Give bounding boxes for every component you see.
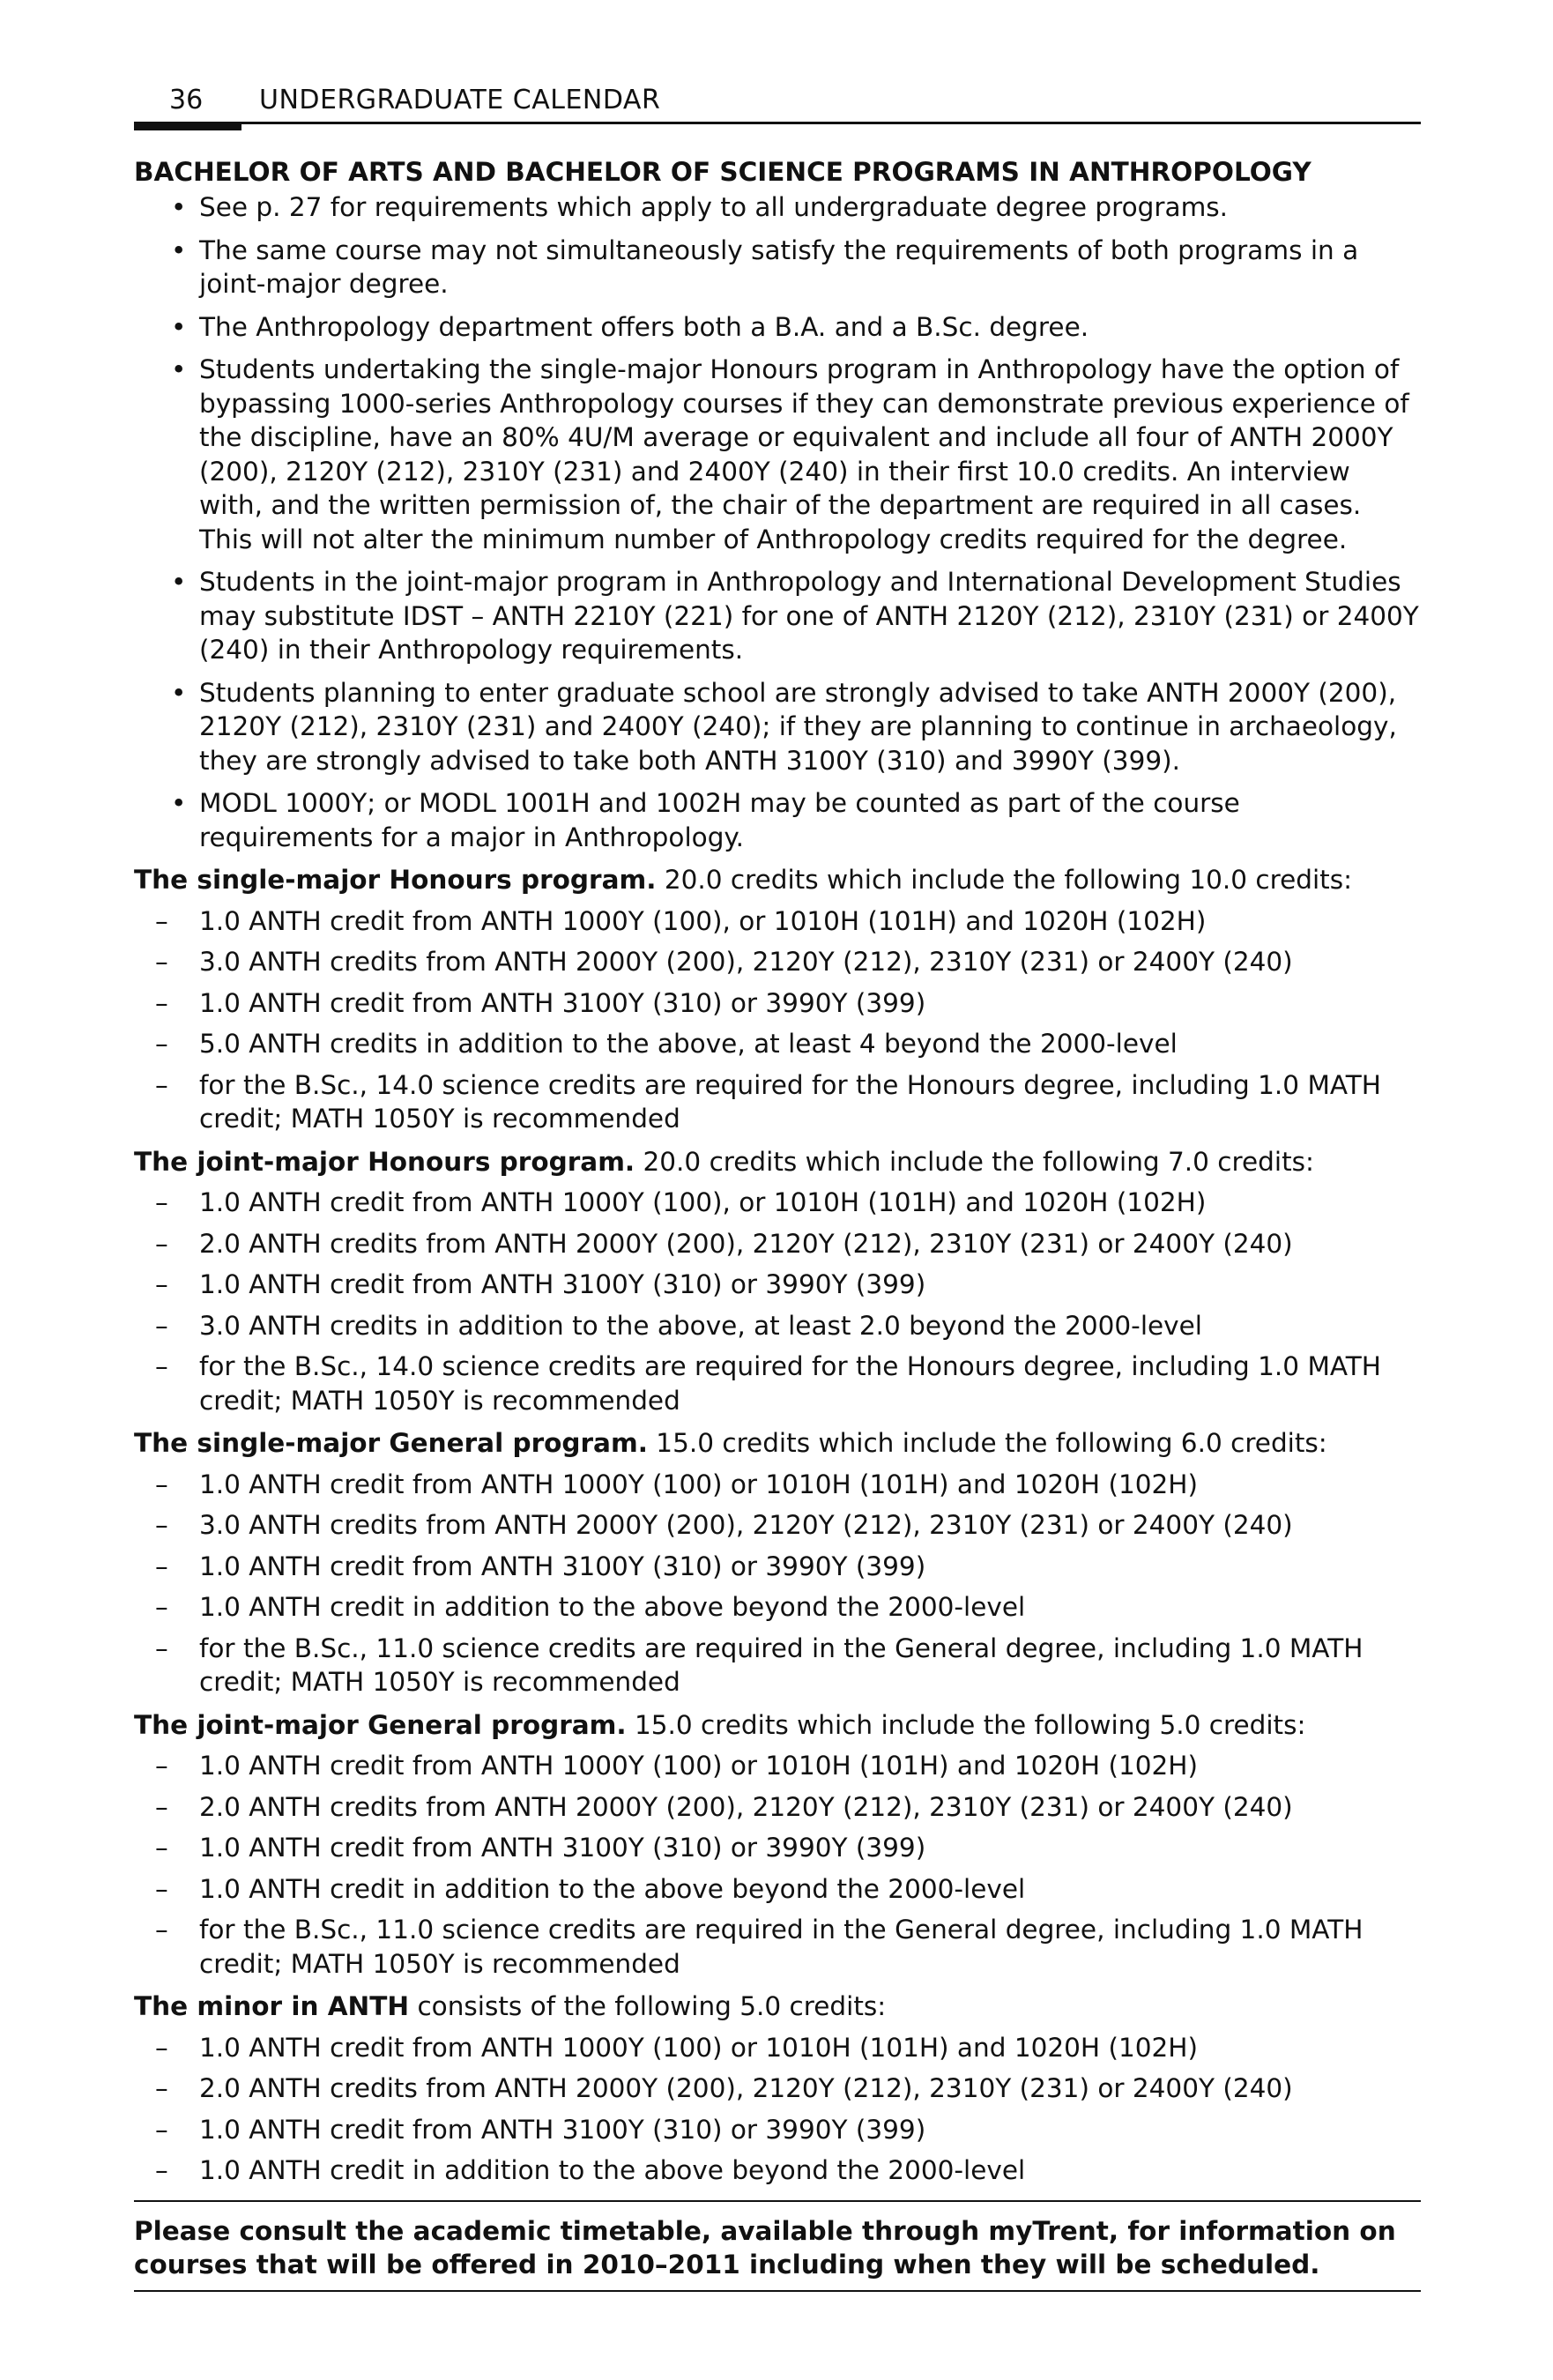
header-rule: [134, 122, 1421, 124]
footer-rule-top: [134, 2200, 1421, 2202]
dash-mark: –: [155, 987, 168, 1018]
requirement-text: 1.0 ANTH credit from ANTH 1000Y (100) or 1010H (101H) and 1020H (102H): [199, 1751, 1198, 1781]
bullet-mark: •: [171, 567, 187, 597]
note-item: [134, 565, 1421, 667]
note-item: [134, 190, 1421, 225]
requirements-list-single-general: [134, 1468, 1421, 1699]
dash-mark: –: [155, 1510, 168, 1540]
requirement-item: [134, 1350, 1421, 1417]
note-item: [134, 310, 1421, 345]
page-number: 36: [169, 85, 204, 115]
requirement-text: 1.0 ANTH credit from ANTH 3100Y (310) or 3990Y (399): [199, 1269, 926, 1299]
note-item: [134, 676, 1421, 778]
page-content: [134, 155, 1421, 2195]
requirement-item: [134, 1790, 1421, 1825]
requirement-text: 2.0 ANTH credits from ANTH 2000Y (200), 2120Y (212), 2310Y (231) or 2400Y (240): [199, 1228, 1293, 1259]
requirement-text: for the B.Sc., 14.0 science credits are required for the Honours degree, including 1.0 MATH credit; MATH 1050Y is recommended: [199, 1069, 1381, 1134]
requirement-item: [134, 2031, 1421, 2065]
timetable-notice: [134, 2200, 1421, 2292]
timetable-notice-text: Please consult the academic timetable, available through myTrent, for information on courses that will be offered in 2010–2011 including when they will be scheduled.: [134, 2216, 1396, 2280]
requirement-item: [134, 1068, 1421, 1136]
dash-mark: –: [155, 1269, 168, 1299]
requirement-text: 3.0 ANTH credits from ANTH 2000Y (200), 2120Y (212), 2310Y (231) or 2400Y (240): [199, 1510, 1293, 1540]
note-text: See p. 27 for requirements which apply to all undergraduate degree programs.: [199, 192, 1229, 222]
general-notes-list: [134, 190, 1421, 854]
dash-mark: –: [155, 2155, 168, 2185]
note-text: The Anthropology department offers both a B.A. and a B.Sc. degree.: [199, 311, 1089, 342]
requirement-text: 1.0 ANTH credit from ANTH 1000Y (100) or 1010H (101H) and 1020H (102H): [199, 2032, 1198, 2063]
program-heading-single-general: [134, 1426, 1421, 1461]
dash-mark: –: [155, 1351, 168, 1381]
requirement-text: 1.0 ANTH credit from ANTH 1000Y (100), or 1010H (101H) and 1020H (102H): [199, 1187, 1207, 1217]
page-header: [134, 83, 1421, 127]
requirement-item: [134, 1309, 1421, 1343]
dash-mark: –: [155, 1873, 168, 1904]
requirements-list-single-honours: [134, 904, 1421, 1136]
requirements-list-minor: [134, 2031, 1421, 2188]
note-text: Students planning to enter graduate school are strongly advised to take ANTH 2000Y (200), 2120Y (212), 2310Y (231) and 2400Y (240); if they are planning to continue in archaeology, they are strongly advised to take both ANTH 3100Y (310) and 3990Y (399).: [199, 677, 1397, 776]
bullet-mark: •: [171, 354, 187, 384]
requirement-item: [134, 1468, 1421, 1502]
requirements-list-joint-honours: [134, 1186, 1421, 1417]
requirement-item: [134, 1831, 1421, 1865]
program-heading-single-honours: [134, 863, 1421, 897]
requirement-item: [134, 1872, 1421, 1907]
requirement-text: 1.0 ANTH credit in addition to the above beyond the 2000-level: [199, 2155, 1026, 2185]
requirement-text: 5.0 ANTH credits in addition to the above, at least 4 beyond the 2000-level: [199, 1029, 1178, 1059]
dash-mark: –: [155, 1029, 168, 1059]
dash-mark: –: [155, 1592, 168, 1622]
dash-mark: –: [155, 1228, 168, 1259]
program-title: The minor in ANTH: [134, 1991, 410, 2021]
footer-rule-bottom: [134, 2290, 1421, 2292]
note-item: [134, 786, 1421, 854]
running-title: UNDERGRADUATE CALENDAR: [259, 85, 661, 115]
requirement-item: [134, 2071, 1421, 2106]
requirement-text: for the B.Sc., 11.0 science credits are required in the General degree, including 1.0 MATH credit; MATH 1050Y is recommended: [199, 1915, 1364, 1979]
program-title: The single-major General program.: [134, 1428, 648, 1458]
dash-mark: –: [155, 1469, 168, 1499]
dash-mark: –: [155, 1833, 168, 1863]
requirements-list-joint-general: [134, 1749, 1421, 1981]
section-heading: BACHELOR OF ARTS AND BACHELOR OF SCIENCE PROGRAMS IN ANTHROPOLOGY: [134, 157, 1312, 187]
note-item: [134, 234, 1421, 301]
dash-mark: –: [155, 1069, 168, 1100]
requirement-item: [134, 1186, 1421, 1220]
requirement-text: 3.0 ANTH credits in addition to the above, at least 2.0 beyond the 2000-level: [199, 1310, 1202, 1341]
requirement-text: 2.0 ANTH credits from ANTH 2000Y (200), 2120Y (212), 2310Y (231) or 2400Y (240): [199, 1791, 1293, 1822]
requirement-text: 1.0 ANTH credit from ANTH 1000Y (100), or 1010H (101H) and 1020H (102H): [199, 905, 1207, 936]
requirement-item: [134, 1508, 1421, 1543]
dash-mark: –: [155, 905, 168, 936]
requirement-item: [134, 2113, 1421, 2147]
dash-mark: –: [155, 1915, 168, 1945]
dash-mark: –: [155, 2032, 168, 2063]
requirement-item: [134, 2153, 1421, 2188]
program-title: The joint-major Honours program.: [134, 1146, 635, 1177]
requirement-item: [134, 1027, 1421, 1061]
program-heading-joint-general: [134, 1708, 1421, 1743]
requirement-item: [134, 1632, 1421, 1699]
program-intro: 15.0 credits which include the following 6.0 credits:: [647, 1428, 1327, 1458]
bullet-mark: •: [171, 677, 187, 708]
dash-mark: –: [155, 1310, 168, 1341]
requirement-text: 1.0 ANTH credit in addition to the above beyond the 2000-level: [199, 1873, 1026, 1904]
program-heading-joint-honours: [134, 1145, 1421, 1179]
program-intro: 15.0 credits which include the following 5.0 credits:: [626, 1709, 1306, 1740]
bullet-mark: •: [171, 788, 187, 818]
requirement-item: [134, 1268, 1421, 1302]
bullet-mark: •: [171, 311, 187, 342]
program-title: The joint-major General program.: [134, 1709, 627, 1740]
requirement-text: 1.0 ANTH credit from ANTH 3100Y (310) or 3990Y (399): [199, 1833, 926, 1863]
requirement-item: [134, 986, 1421, 1021]
requirement-text: 1.0 ANTH credit from ANTH 3100Y (310) or 3990Y (399): [199, 2114, 926, 2145]
requirement-item: [134, 1749, 1421, 1783]
note-text: The same course may not simultaneously satisfy the requirements of both programs in a joint-major degree.: [199, 234, 1359, 299]
dash-mark: –: [155, 1751, 168, 1781]
requirement-text: 3.0 ANTH credits from ANTH 2000Y (200), 2120Y (212), 2310Y (231) or 2400Y (240): [199, 947, 1293, 977]
requirement-text: 2.0 ANTH credits from ANTH 2000Y (200), 2120Y (212), 2310Y (231) or 2400Y (240): [199, 2073, 1293, 2103]
requirement-item: [134, 1590, 1421, 1625]
program-intro: 20.0 credits which include the following 10.0 credits:: [656, 865, 1353, 895]
bullet-mark: •: [171, 234, 187, 265]
requirement-item: [134, 1550, 1421, 1584]
header-tab: [134, 122, 241, 130]
dash-mark: –: [155, 947, 168, 977]
requirement-text: 1.0 ANTH credit from ANTH 3100Y (310) or 3990Y (399): [199, 1551, 926, 1581]
program-title: The single-major Honours program.: [134, 865, 657, 895]
dash-mark: –: [155, 2073, 168, 2103]
dash-mark: –: [155, 1791, 168, 1822]
program-intro: 20.0 credits which include the following 7.0 credits:: [635, 1146, 1314, 1177]
dash-mark: –: [155, 1633, 168, 1663]
requirement-text: for the B.Sc., 11.0 science credits are required in the General degree, including 1.0 MATH credit; MATH 1050Y is recommended: [199, 1633, 1364, 1697]
program-intro: consists of the following 5.0 credits:: [409, 1991, 887, 2021]
requirement-text: 1.0 ANTH credit in addition to the above beyond the 2000-level: [199, 1592, 1026, 1622]
dash-mark: –: [155, 1187, 168, 1217]
requirement-text: 1.0 ANTH credit from ANTH 3100Y (310) or 3990Y (399): [199, 987, 926, 1018]
requirement-item: [134, 1913, 1421, 1981]
dash-mark: –: [155, 1551, 168, 1581]
note-text: Students undertaking the single-major Honours program in Anthropology have the option of bypassing 1000-series Anthropology courses if they can demonstrate previous experience of the discipline, have an 80% 4U/M average or equivalent and include all four of ANTH 2000Y (200), 2120Y (212), 2310Y (231) and 2400Y (240) in their first 10.0 credits. An interview with, and the written permission of, the chair of the department are required in all cases. This will not alter the minimum number of Anthropology credits required for the degree.: [199, 354, 1409, 554]
note-text: MODL 1000Y; or MODL 1001H and 1002H may be counted as part of the course requirements for a major in Anthropology.: [199, 788, 1240, 852]
requirement-text: for the B.Sc., 14.0 science credits are required for the Honours degree, including 1.0 MATH credit; MATH 1050Y is recommended: [199, 1351, 1381, 1416]
program-heading-minor: [134, 1990, 1421, 2024]
dash-mark: –: [155, 2114, 168, 2145]
note-item: [134, 353, 1421, 556]
requirement-item: [134, 945, 1421, 979]
requirement-text: 1.0 ANTH credit from ANTH 1000Y (100) or 1010H (101H) and 1020H (102H): [199, 1469, 1198, 1499]
requirement-item: [134, 904, 1421, 939]
note-text: Students in the joint-major program in Anthropology and International Development Studies may substitute IDST – ANTH 2210Y (221) for one of ANTH 2120Y (212), 2310Y (231) or 2400Y (240) in their Anthropology requirements.: [199, 567, 1419, 665]
requirement-item: [134, 1227, 1421, 1261]
bullet-mark: •: [171, 192, 187, 222]
